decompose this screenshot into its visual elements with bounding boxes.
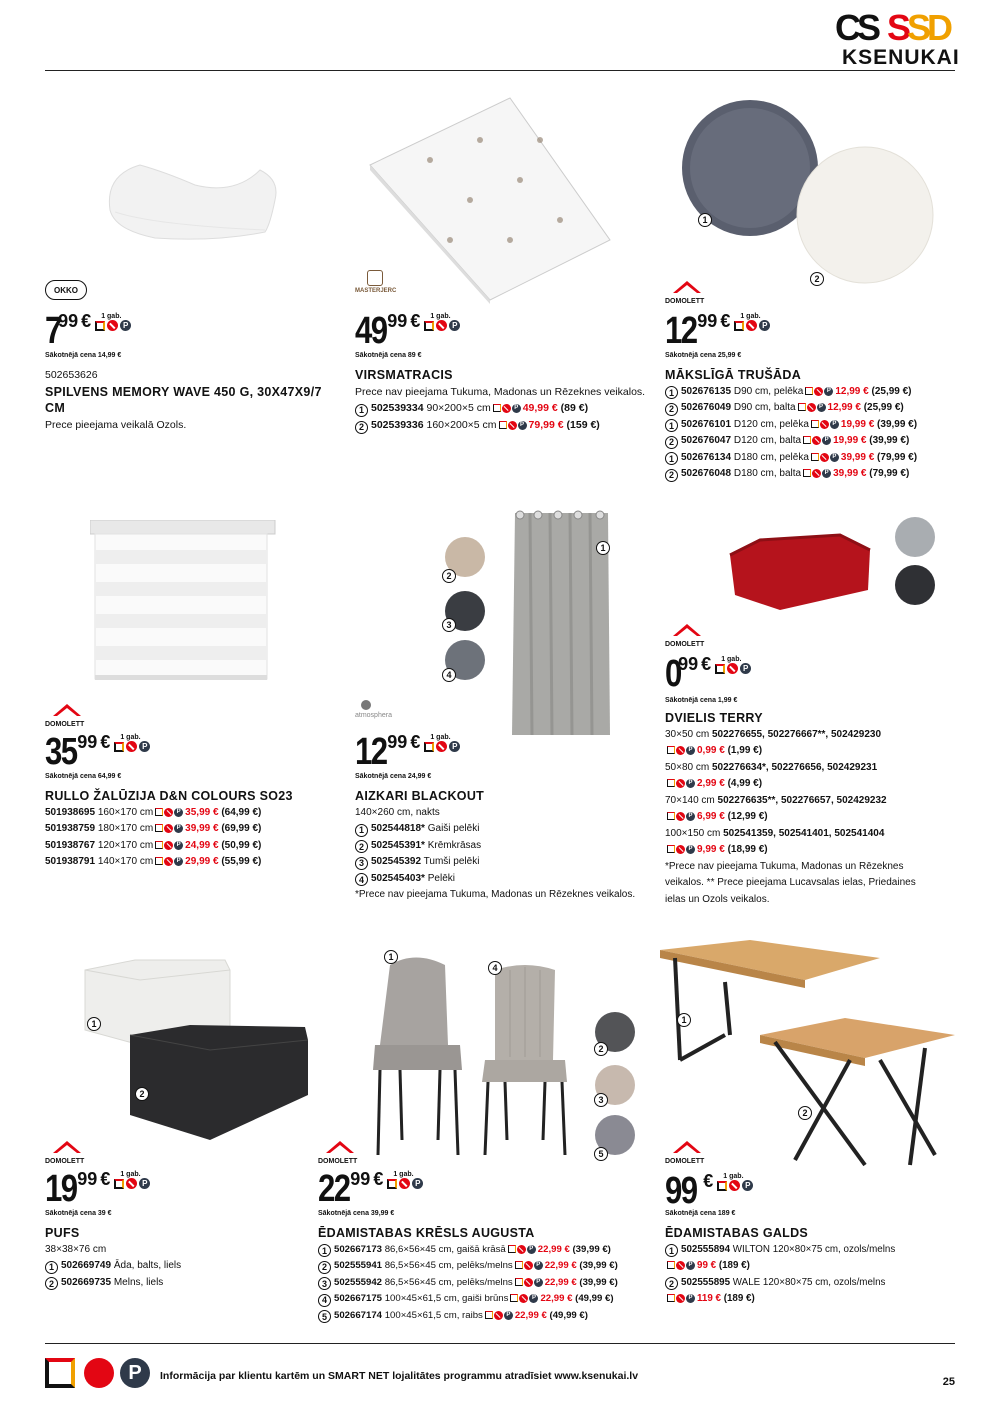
product-info: MĀKSLĪGĀ TRUŠĀDA 1 502676135 D90 cm, pelēka P 12,99 € (25,99 €) 2 502676049 D90 cm, balta P 12,99 € (25,99 €) 1 502676101 D120 cm, pelēka P 19,99 € (39,99 €) 2 502676047 D120 cm, balta P 19,99 € (39,99 €) 1 502676134 D180 cm, pelēka P 39,99 € (79,99 €) 2 502676048 D180 cm, balta P 39,99 € (79,99 €) [665,368,918,480]
svg-text:DOMOLETT: DOMOLETT [318,1158,358,1165]
callout-5: 5 [594,1147,608,1161]
card-icon [387,1179,397,1189]
domolett-logo [318,1135,368,1165]
price-tag: 7 99 € 1 gab. P [45,312,131,350]
product-info: 502653626 SPILVENS MEMORY WAVE 450 G, 30X47X9/7 CM Prece pieejama veikalā Ozols. [45,369,322,431]
chair-image [370,945,650,1165]
price-tag: 99 € 1 gab. P [665,1172,753,1210]
svg-text:S: S [887,10,908,46]
domolett-logo [665,618,715,648]
brand-logo: atmosphera [355,700,392,719]
no-discount-icon [436,320,447,331]
domolett-logo [45,698,95,728]
callout-2: 2 [810,272,824,286]
domolett-logo [665,275,715,305]
callout-2: 2 [594,1042,608,1056]
smart-net-icon: P [759,320,770,331]
page-number: 25 [942,1376,955,1388]
original-price: Sākotnējā cena 24,99 € [355,773,432,780]
callout-1: 1 [677,1013,691,1027]
no-discount-icon [729,1180,740,1191]
domolett-logo [665,1135,715,1165]
product-info: RULLO ŽALŪZIJA D&N COLOURS SO23 501938695 160×170 cm P 35,99 € (64,99 €) 501938759 180×170 cm P 39,99 € (69,99 €) 501938767 120×170 cm P 24,99 € (50,99 €) 501938791 140×170 cm P 29,99 € (55,99 €) [45,789,293,867]
smart-net-icon: P [742,1180,753,1191]
svg-text:DOMOLETT: DOMOLETT [665,298,705,305]
blind-image [90,520,280,685]
callout-4: 4 [488,961,502,975]
brand-badge: OKKO [45,280,87,300]
card-icon [717,1181,727,1191]
pillow-image [95,150,285,245]
callout-3: 3 [442,618,456,632]
towel-image [720,515,945,615]
price-tag: 0 99 € 1 gab. P [665,655,751,693]
no-discount-icon [126,741,137,752]
callout-2: 2 [135,1087,149,1101]
card-icon [424,742,434,752]
brand-logo[interactable] [830,8,960,68]
price-tag: 12 99 € 1 gab. P [355,733,460,771]
product-info: ĒDAMISTABAS KRĒSLS AUGUSTA 1 502667173 86,6×56×45 cm, gaišā krāsā P 22,99 € (39,99 €) 2 502555941 86,5×56×45 cm, pelēks/melns P 22,99 € (39,99 €) 3 502555942 86,5×56×45 cm, pelēks/melns P 22,99 € (39,99 €) 4 502667175 100×45×61,5 cm, gaiši brūns P 22,99 € (49,99 €) 5 502667174 100×45×61,5 cm, raibs P 22,99 € (49,99 €) [318,1226,618,1322]
rug-image [680,100,940,295]
smart-net-icon: P [120,1358,150,1388]
original-price: Sākotnējā cena 1,99 € [665,697,738,704]
product-info: AIZKARI BLACKOUT 140×260 cm, nakts 1 502544818* Gaiši pelēki 2 502545391* Krēmkrāsas 3 502545392 Tumši pelēki 4 502545403* Pelēki *Prece nav pieejama Tukuma, Madonas un Rēzeknes veikalos. [355,789,636,900]
smart-net-icon: P [412,1178,423,1189]
original-price: Sākotnējā cena 25,99 € [665,352,742,359]
callout-1: 1 [87,1017,101,1031]
svg-text:DOMOLETT: DOMOLETT [45,1158,85,1165]
card-icon [715,664,725,674]
logo-mark-icon [835,10,960,46]
pouf-image [80,955,320,1145]
original-price: Sākotnējā cena 14,99 € [45,352,122,359]
callout-3: 3 [594,1093,608,1107]
no-discount-icon [107,320,118,331]
smart-net-icon: P [139,741,150,752]
card-icon [734,321,744,331]
original-price: Sākotnējā cena 64,99 € [45,773,122,780]
callout-2: 2 [798,1106,812,1120]
footer-divider [45,1343,955,1344]
card-icon [114,742,124,752]
original-price: Sākotnējā cena 89 € [355,352,422,359]
smart-net-icon: P [449,741,460,752]
smart-net-icon: P [449,320,460,331]
callout-1: 1 [698,213,712,227]
no-discount-icon [84,1358,114,1388]
svg-text:DOMOLETT: DOMOLETT [45,721,85,728]
smart-net-icon: P [120,320,131,331]
smart-net-icon: P [740,663,751,674]
no-discount-icon [399,1178,410,1189]
price-tag: 19 99 € 1 gab. P [45,1170,150,1208]
curtain-image [440,505,620,740]
footer-info: Informācija par klientu kartēm un SMART NET lojalitātes programmu atradīsiet www.ksenukai.lv [160,1370,639,1382]
svg-text:DOMOLETT: DOMOLETT [665,1158,705,1165]
header-divider [45,70,955,71]
smart-net-icon: P [139,1178,150,1189]
domolett-logo [45,1135,95,1165]
callout-1: 1 [384,950,398,964]
no-discount-icon [746,320,757,331]
price-tag: 35 99 € 1 gab. P [45,733,150,771]
svg-text:SD: SD [907,10,950,46]
callout-2: 2 [442,569,456,583]
brand-logo: MASTERJERC [355,270,395,294]
price-tag: 49 99 € 1 gab. P [355,312,460,350]
no-discount-icon [436,741,447,752]
callout-4: 4 [442,668,456,682]
loyalty-card-icon [45,1358,75,1388]
card-icon [114,1179,124,1189]
product-info: ĒDAMISTABAS GALDS 1 502555894 WILTON 120×80×75 cm, ozols/melns P 99 € (189 €) 2 502555895 WALE 120×80×75 cm, ozols/melns P 119 € (189 €) [665,1226,896,1304]
no-discount-icon [727,663,738,674]
product-info: VIRSMATRACIS Prece nav pieejama Tukuma, Madonas un Rēzeknes veikalos. 1 502539334 90×200×5 cm P 49,99 € (89 €) 2 502539336 160×200×5 cm P 79,99 € (159 €) [355,368,646,432]
logo-text: KSENUKAI [842,46,960,69]
callout-1: 1 [596,541,610,555]
original-price: Sākotnējā cena 189 € [665,1210,736,1217]
price-tag: 22 99 € 1 gab. P [318,1170,423,1208]
product-info: PUFS 38×38×76 cm 1 502669749 Āda, balts, liels 2 502669735 Melns, liels [45,1226,182,1289]
no-discount-icon [126,1178,137,1189]
price-tag: 12 99 € 1 gab. P [665,312,770,350]
card-icon [95,321,105,331]
svg-text:CS: CS [835,10,878,46]
mattress-image [360,90,620,305]
original-price: Sākotnējā cena 39 € [45,1210,112,1217]
original-price: Sākotnējā cena 39,99 € [318,1210,395,1217]
card-icon [424,321,434,331]
product-info: DVIELIS TERRY 30×50 cm 502276655, 502276667**, 502429230 P 0,99 € (1,99 €) 50×80 cm 502276634*, 502276656, 502429231 P 2,99 € (4,99 €) 70×140 cm 502276635**, 502276657, 502429232 P 6,99 € (12,99 €) 100×150 cm 502541359, 502541401, 502541404 P 9,99 € (18,99 €) *Prece nav pieejama Tukuma, Madonas un Rēzeknes veikalos. ** Prece pieejama Lucavsalas ielas, Priedaines ielas un Ozols veikalos. [665,711,916,905]
svg-text:DOMOLETT: DOMOLETT [665,641,705,648]
